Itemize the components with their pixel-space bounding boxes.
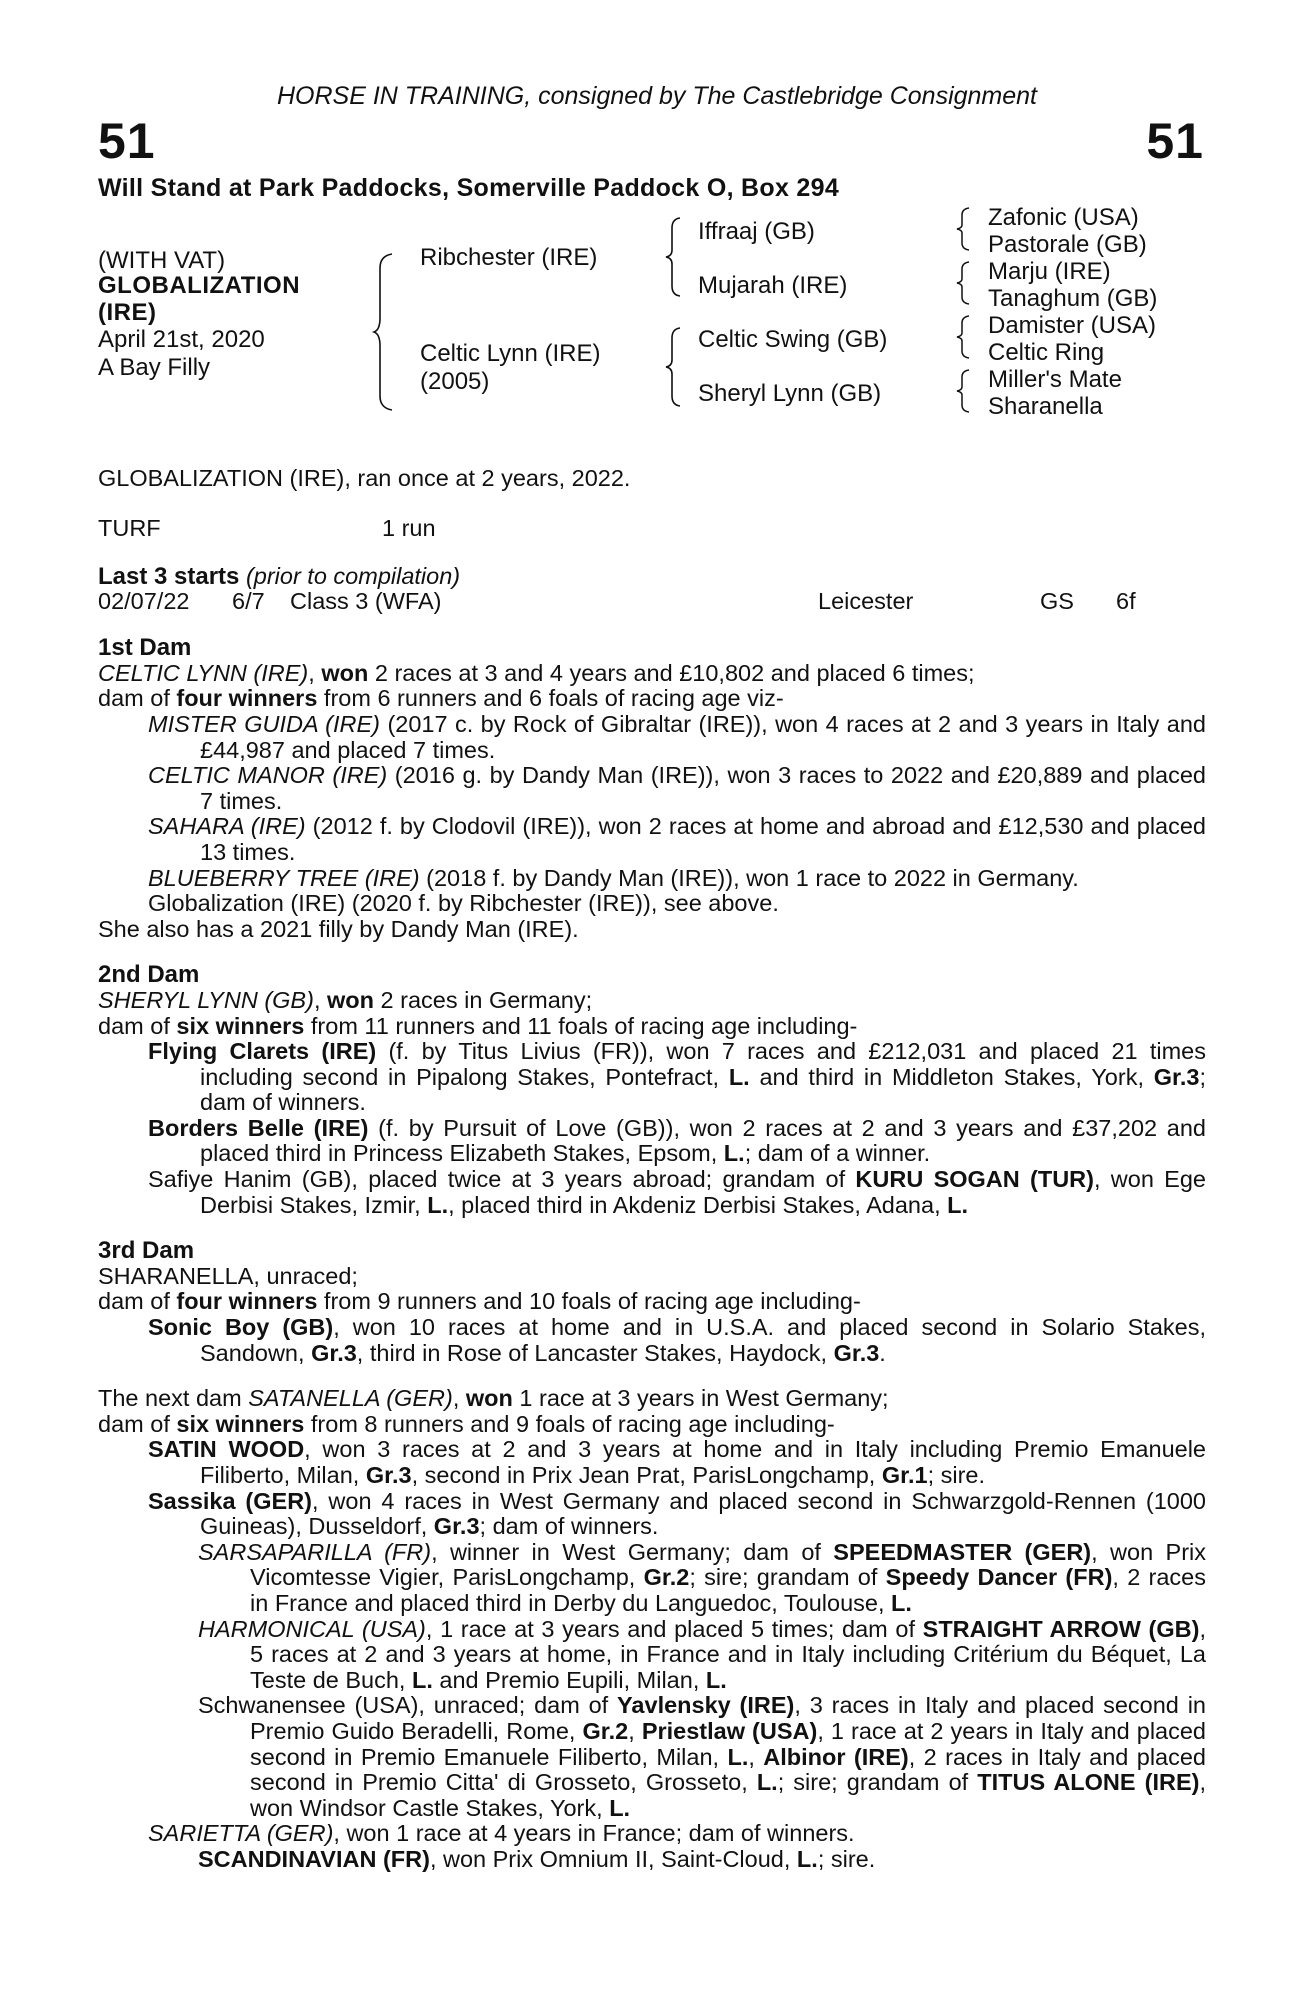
dam-year: (2005) xyxy=(420,368,490,395)
horse-name-suffix: (IRE) xyxy=(98,299,157,326)
next-dam-section xyxy=(98,1386,1206,1872)
gen3-5: Damister (USA) xyxy=(988,312,1157,339)
first-dam-produce-summary: dam of four winners from 6 runners and 6 foals of racing age viz- xyxy=(98,685,784,712)
sire-brace xyxy=(664,216,684,298)
produce-entry: SATIN WOOD, won 3 races at 2 and 3 years at home and in Italy including Premio Emanuele Filiberto, Milan, Gr.3, second in Prix Jean Prat, ParisLongchamp, Gr.1; sire. xyxy=(148,1436,1206,1488)
dam-dam: Sheryl Lynn (GB) xyxy=(698,380,882,407)
race-date: 02/07/22 xyxy=(98,588,190,615)
race-position: 6/7 xyxy=(232,588,265,615)
produce-entry: CELTIC MANOR (IRE) (2016 g. by Dandy Man (IRE)), won 3 races to 2022 and £20,889 and placed 7 times. xyxy=(148,762,1206,814)
produce-entry: Safiye Hanim (GB), placed twice at 3 years abroad; grandam of KURU SOGAN (TUR), won Ege Derbisi Stakes, Izmir, L., placed third in Akdeniz Derbisi Stakes, Adana, L. xyxy=(148,1166,1206,1218)
lot-number-left: 51 xyxy=(98,113,156,169)
turf-runs: 1 run xyxy=(382,514,436,541)
consignment-header: HORSE IN TRAINING, consigned by The Castlebridge Consignment xyxy=(276,82,1038,110)
dam: Celtic Lynn (IRE) xyxy=(420,340,601,367)
produce-entry: Schwanensee (USA), unraced; dam of Yavlensky (IRE), 3 races in Italy and placed second in Premio Guido Beradelli, Rome, Gr.2, Priestlaw (USA), 1 race at 2 years in Italy and placed second in Premio Emanuele Filiberto, Milan, L., Albinor (IRE), 2 races in Italy and placed second in Premio Citta' di Grosseto, Grosseto, L.; sire; grandam of TITUS ALONE (IRE), won Windsor Castle Stakes, York, L. xyxy=(198,1692,1207,1821)
race-distance: 6f xyxy=(1116,588,1136,615)
third-dam-section xyxy=(98,1238,1206,1366)
race-row xyxy=(98,589,1206,615)
first-dam-record: CELTIC LYNN (IRE), won 2 races at 3 and 4 years and £10,802 and placed 6 times; xyxy=(98,659,975,686)
produce-entry: Borders Belle (IRE) (f. by Pursuit of Love (GB)), won 2 races at 2 and 3 years and £37,202 and placed third in Princess Elizabeth Stakes, Epsom, L.; dam of a winner. xyxy=(148,1114,1206,1167)
gen3-7: Miller's Mate xyxy=(988,366,1122,393)
sire-dam: Mujarah (IRE) xyxy=(698,272,848,299)
horse-name: GLOBALIZATION xyxy=(98,272,301,299)
produce-entry: Flying Clarets (IRE) (f. by Titus Livius (FR)), won 7 races and £212,031 and placed 21 times including second in Pipalong Stakes, Pontefract, L. and third in Middleton Stakes, York, Gr.3; dam of winners. xyxy=(148,1038,1207,1116)
gen3-4: Tanaghum (GB) xyxy=(988,285,1158,312)
produce-entry: SAHARA (IRE) (2012 f. by Clodovil (IRE)), won 2 races at home and abroad and £12,530 and placed 13 times. xyxy=(148,813,1207,865)
catalogue-body xyxy=(98,466,1206,1873)
gen3-8: Sharanella xyxy=(988,393,1103,420)
next-dam-record: The next dam SATANELLA (GER), won 1 race at 3 years in West Germany; xyxy=(98,1385,889,1412)
second-dam-heading: 2nd Dam xyxy=(98,961,200,989)
dam-sire: Celtic Swing (GB) xyxy=(698,326,888,353)
produce-note: She also has a 2021 filly by Dandy Man (IRE). xyxy=(98,915,579,942)
sire: Ribchester (IRE) xyxy=(420,244,598,271)
dam-brace xyxy=(664,326,684,408)
produce-entry: BLUEBERRY TREE (IRE) (2018 f. by Dandy Man (IRE)), won 1 race to 2022 in Germany. xyxy=(148,864,1079,891)
stand-location: Will Stand at Park Paddocks, Somerville Paddock O, Box 294 xyxy=(98,174,840,202)
third-dam-heading: 3rd Dam xyxy=(98,1237,195,1265)
gen3-1: Zafonic (USA) xyxy=(988,204,1139,231)
gen3-6: Celtic Ring xyxy=(988,339,1105,366)
third-dam-produce-summary: dam of four winners from 9 runners and 10 foals of racing age including- xyxy=(98,1288,861,1315)
vat-note: (WITH VAT) xyxy=(98,247,226,274)
turf-label: TURF xyxy=(98,514,161,541)
lot-number-right: 51 xyxy=(1146,113,1204,169)
produce-entry: HARMONICAL (USA), 1 race at 3 years and placed 5 times; dam of STRAIGHT ARROW (GB), 5 races at 2 and 3 years at home, in France and in Italy including Critérium du Béquet, La Teste de Buch, L. and Premio Eupili, Milan, L. xyxy=(198,1615,1206,1693)
foaling-date: April 21st, 2020 xyxy=(98,326,265,353)
racing-summary: GLOBALIZATION (IRE), ran once at 2 years, 2022. xyxy=(98,465,631,491)
produce-entry: MISTER GUIDA (IRE) (2017 c. by Rock of Gibraltar (IRE)), won 4 races at 2 and 3 years in Italy and £44,987 and placed 7 times. xyxy=(148,710,1206,763)
first-dam-section xyxy=(98,635,1206,942)
race-going: GS xyxy=(1040,588,1074,615)
gen3-brace-4 xyxy=(955,368,973,414)
produce-entry: Globalization (IRE) (2020 f. by Ribchester (IRE)), see above. xyxy=(148,890,779,917)
gen3-brace-2 xyxy=(955,260,973,306)
last-starts-heading: Last 3 starts (prior to compilation) xyxy=(98,562,461,590)
race-class: Class 3 (WFA) xyxy=(290,588,442,615)
produce-entry: Sassika (GER), won 4 races in West Germany and placed second in Schwarzgold-Rennen (1000 Guineas), Dusseldorf, Gr.3; dam of winners. xyxy=(148,1487,1206,1540)
gen3-2: Pastorale (GB) xyxy=(988,231,1147,258)
first-dam-heading: 1st Dam xyxy=(98,634,192,662)
produce-entry: Sonic Boy (GB), won 10 races at home and in U.S.A. and placed second in Solario Stakes, Sandown, Gr.3, third in Rose of Lancaster Stakes, Haydock, Gr.3. xyxy=(148,1314,1206,1366)
second-dam-record: SHERYL LYNN (GB), won 2 races in Germany; xyxy=(98,986,593,1013)
gen3-3: Marju (IRE) xyxy=(988,258,1111,285)
produce-entry: SARSAPARILLA (FR), winner in West Germany; dam of SPEEDMASTER (GER), won Prix Vicomtesse Vigier, ParisLongchamp, Gr.2; sire; grandam of Speedy Dancer (FR), 2 races in France and placed third in Derby du Languedoc, Toulouse, L. xyxy=(198,1538,1207,1616)
sire-sire: Iffraaj (GB) xyxy=(698,218,815,245)
gen3-brace-3 xyxy=(955,314,973,360)
produce-entry: SARIETTA (GER), won 1 race at 4 years in France; dam of winners. xyxy=(148,1820,855,1847)
pedigree-brace-main xyxy=(372,252,396,412)
gen3-brace-1 xyxy=(955,206,973,252)
horse-description: A Bay Filly xyxy=(98,354,211,381)
next-dam-produce-summary: dam of six winners from 8 runners and 9 foals of racing age including- xyxy=(98,1410,835,1437)
second-dam-produce-summary: dam of six winners from 11 runners and 11 foals of racing age including- xyxy=(98,1012,858,1039)
second-dam-section xyxy=(98,962,1206,1218)
produce-entry: SCANDINAVIAN (FR), won Prix Omnium II, Saint-Cloud, L.; sire. xyxy=(198,1845,876,1872)
race-course: Leicester xyxy=(818,588,914,615)
third-dam-record: SHARANELLA, unraced; xyxy=(98,1262,358,1289)
turf-record xyxy=(98,516,1206,542)
